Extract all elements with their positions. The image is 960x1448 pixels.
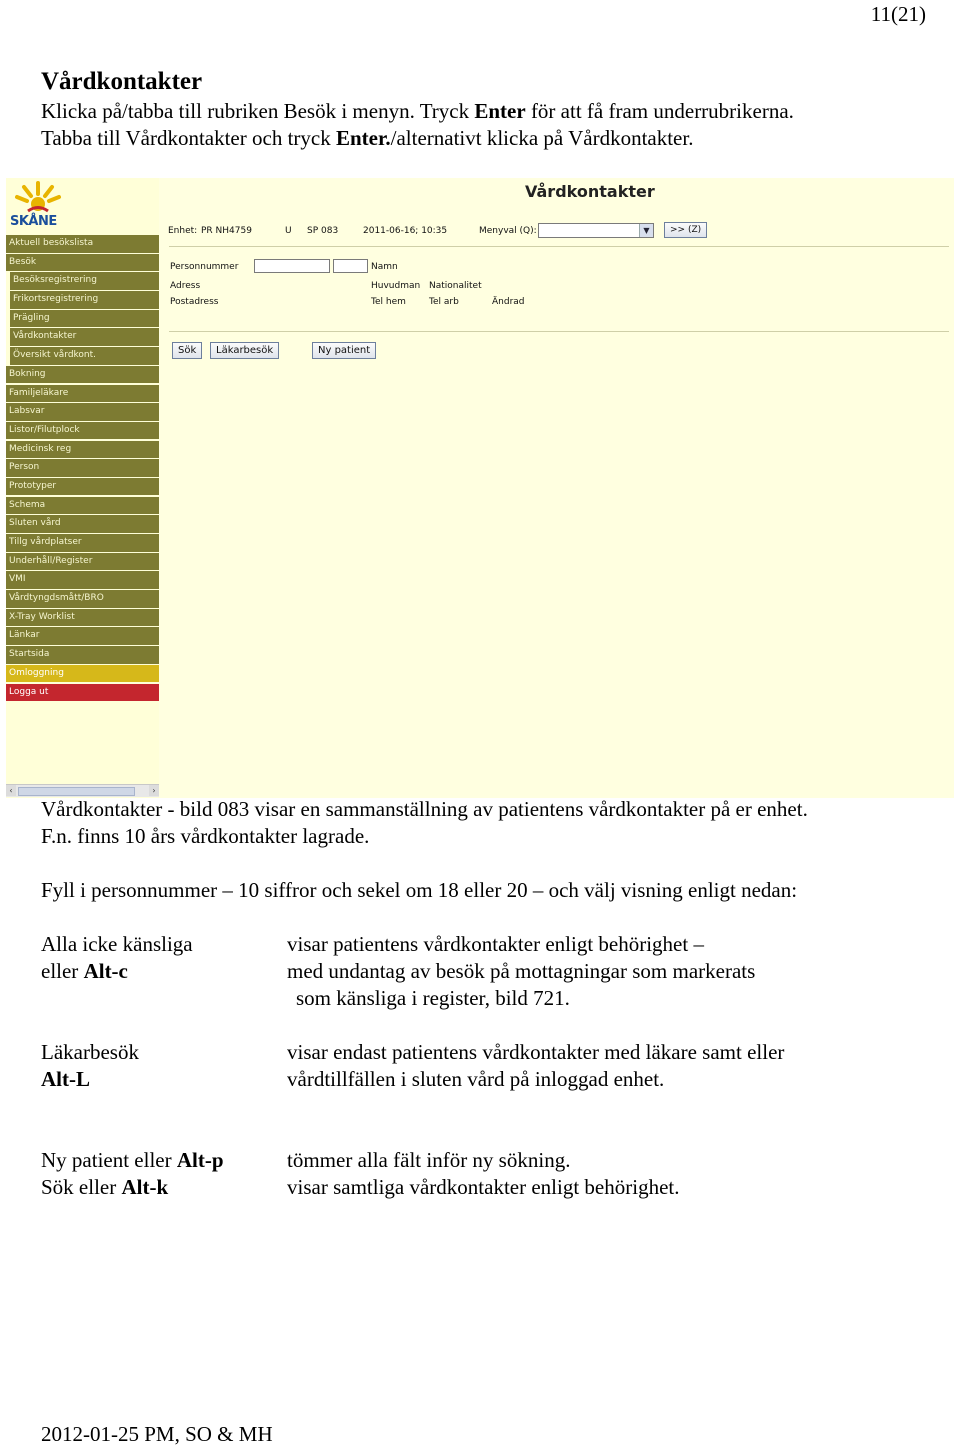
sekel-input[interactable] [333, 259, 368, 273]
sidebar [6, 178, 159, 798]
main-panel [159, 178, 954, 798]
option-ny-desc: tömmer alla fält inför ny sökning. [287, 1148, 571, 1172]
sidebar-item[interactable]: Medicinsk reg [6, 441, 159, 459]
sidebar-item[interactable]: Länkar [6, 627, 159, 645]
sp-value: SP 083 [307, 226, 339, 236]
caption-line-2: F.n. finns 10 års vårdkontakter lagrade. [41, 824, 370, 848]
enhet-value: PR NH4759 [201, 226, 252, 236]
app-screenshot [6, 178, 954, 798]
option-sok-desc: visar samtliga vårdkontakter enligt behörighet. [287, 1175, 680, 1199]
option-alla-desc-2: med undantag av besök på mottagningar som markerats [287, 959, 756, 983]
sidebar-item[interactable]: Aktuell besökslista [6, 235, 159, 253]
sidebar-item[interactable]: Schema [6, 497, 159, 515]
telarb-label: Tel arb [429, 297, 459, 307]
scroll-left-icon[interactable]: ‹ [6, 785, 16, 796]
u-label: U [285, 226, 292, 236]
option-lakar-desc-2: vårdtillfällen i sluten vård på inloggad enhet. [287, 1067, 665, 1091]
instruction-text: Fyll i personnummer – 10 siffror och sekel om 18 eller 20 – och välj visning enligt nedan: [41, 878, 798, 902]
sidebar-item[interactable]: Listor/Filutplock [6, 422, 159, 440]
namn-label: Namn [371, 262, 398, 272]
page-number: 11(21) [870, 2, 926, 26]
sok-button[interactable]: Sök [172, 342, 202, 359]
sidebar-item[interactable]: Logga ut [6, 684, 159, 702]
nationalitet-label: Nationalitet [429, 281, 482, 291]
option-alla-desc-1: visar patientens vårdkontakter enligt behörighet – [287, 932, 704, 956]
option-alla-shortcut: eller Alt-c [41, 959, 128, 983]
sidebar-item[interactable]: VMI [6, 571, 159, 589]
sidebar-item[interactable]: Översikt vårdkont. [10, 347, 159, 365]
option-ny-term: Ny patient eller Alt-p [41, 1148, 224, 1172]
andrad-label: Ändrad [492, 297, 525, 307]
divider [169, 331, 949, 332]
sidebar-item[interactable]: Startsida [6, 646, 159, 664]
menyval-label: Menyval (Q): [479, 226, 537, 236]
sidebar-item[interactable]: Prototyper [6, 478, 159, 496]
sidebar-item[interactable]: Tillg vårdplatser [6, 534, 159, 552]
personnummer-label: Personnummer [170, 262, 239, 272]
caption-line-1: Vårdkontakter - bild 083 visar en sammanställning av patientens vårdkontakter på er enhet. [41, 797, 808, 821]
adress-label: Adress [170, 281, 201, 291]
option-lakar-shortcut: Alt-L [41, 1067, 90, 1091]
sidebar-item[interactable]: Underhåll/Register [6, 553, 159, 571]
option-alla-term: Alla icke känsliga [41, 932, 193, 956]
sidebar-item[interactable]: Familjeläkare [6, 385, 159, 403]
sidebar-item[interactable]: Frikortsregistrering [10, 291, 159, 309]
sidebar-item[interactable]: Bokning [6, 366, 159, 384]
sidebar-item[interactable]: Omloggning [6, 665, 159, 683]
sidebar-item[interactable]: Besök [6, 254, 159, 272]
sidebar-item[interactable]: Prägling [10, 310, 159, 328]
scrollbar-thumb[interactable] [18, 787, 135, 796]
option-alla-desc-3: som känsliga i register, bild 721. [296, 986, 570, 1010]
sidebar-item[interactable]: Labsvar [6, 403, 159, 421]
postadress-label: Postadress [170, 297, 219, 307]
telhem-label: Tel hem [371, 297, 406, 307]
logo-text: SKÅNE [10, 214, 57, 229]
option-lakar-term: Läkarbesök [41, 1040, 139, 1064]
menyval-go-button[interactable]: >> (Z) [664, 222, 707, 238]
page-heading: Vårdkontakter [41, 68, 203, 95]
menyval-select[interactable] [538, 223, 654, 238]
divider [169, 246, 949, 247]
ny-patient-button[interactable]: Ny patient [312, 342, 376, 359]
scroll-right-icon[interactable]: › [149, 785, 159, 796]
sidebar-item[interactable]: Person [6, 459, 159, 477]
sidebar-item[interactable]: Vårdtyngdsmått/BRO [6, 590, 159, 608]
footer: 2012-01-25 PM, SO & MH [41, 1422, 273, 1446]
option-sok-term: Sök eller Alt-k [41, 1175, 169, 1199]
datetime: 2011-06-16; 10:35 [363, 226, 448, 236]
lakarbesok-button[interactable]: Läkarbesök [210, 342, 279, 359]
personnummer-input[interactable] [254, 259, 330, 273]
sidebar-item[interactable]: Besöksregistrering [10, 272, 159, 290]
sidebar-item[interactable]: Sluten vård [6, 515, 159, 533]
sidebar-menu [6, 235, 159, 702]
huvudman-label: Huvudman [371, 281, 421, 291]
enhet-label: Enhet: [168, 226, 198, 236]
screen-title: Vårdkontakter [525, 182, 655, 201]
intro-line-2: Tabba till Vårdkontakter och tryck Enter./alternativt klicka på Vårdkontakter. [41, 126, 694, 150]
sidebar-item[interactable]: Vårdkontakter [10, 328, 159, 346]
skane-logo-icon [8, 180, 68, 230]
intro-line-1: Klicka på/tabba till rubriken Besök i menyn. Tryck Enter för att få fram underrubrikerna. [41, 99, 794, 123]
option-lakar-desc-1: visar endast patientens vårdkontakter med läkare samt eller [287, 1040, 785, 1064]
chevron-down-icon[interactable]: ▼ [639, 224, 653, 237]
sidebar-item[interactable]: X-Tray Worklist [6, 609, 159, 627]
